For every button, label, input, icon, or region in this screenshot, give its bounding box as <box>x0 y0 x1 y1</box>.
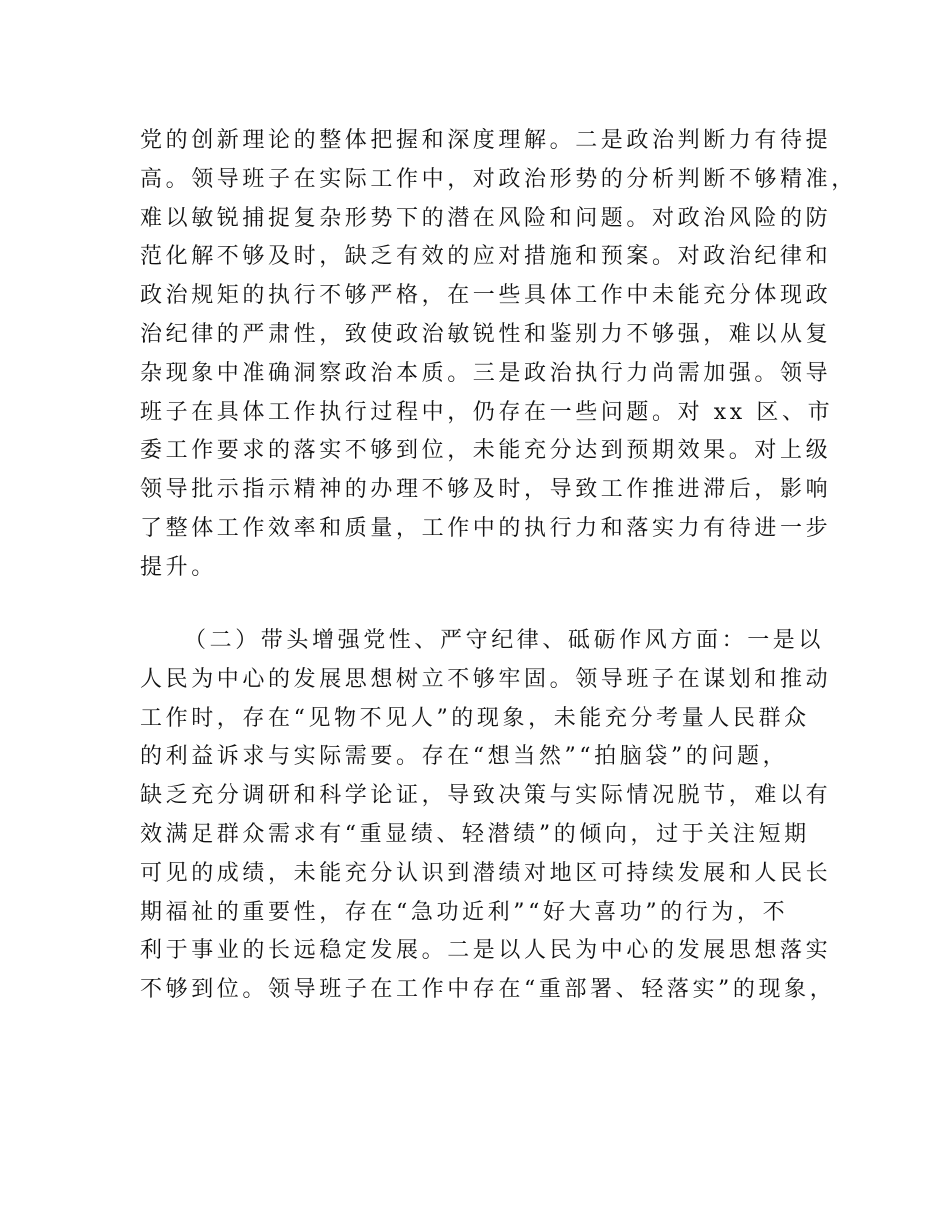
paragraph-line: 领导批示指示精神的办理不够及时，导致工作推进滞后，影响 <box>140 477 832 503</box>
paragraph-line: 范化解不够及时，缺乏有效的应对措施和预案。对政治纪律和 <box>140 244 832 270</box>
paragraph-line: 可见的成绩，未能充分认识到潜绩对地区可持续发展和人民长 <box>140 860 832 886</box>
paragraph-line: 人民为中心的发展思想树立不够牢固。领导班子在谋划和推动 <box>140 666 832 692</box>
paragraph-line: 期福祉的重要性，存在“急功近利”“好大喜功”的行为，不 <box>140 899 789 925</box>
paragraph-line: 政治规矩的执行不够严格，在一些具体工作中未能充分体现政 <box>140 283 832 309</box>
paragraph-line: 委工作要求的落实不够到位，未能充分达到预期效果。对上级 <box>140 438 832 464</box>
paragraph-line: 效满足群众需求有“重显绩、轻潜绩”的倾向，过于关注短期 <box>140 821 810 847</box>
paragraph-line: 利于事业的长远稳定发展。二是以人民为中心的发展思想落实 <box>140 938 832 964</box>
paragraph-2 <box>140 622 836 1010</box>
paragraph-line: 杂现象中准确洞察政治本质。三是政治执行力尚需加强。领导 <box>140 360 832 386</box>
paragraph-line: 工作时，存在“见物不见人”的现象，未能充分考量人民群众 <box>140 705 810 731</box>
paragraph-line: 班子在具体工作执行过程中，仍存在一些问题。对 xx 区、市 <box>140 399 834 425</box>
paragraph-line: 缺乏充分调研和科学论证，导致决策与实际情况脱节，难以有 <box>140 783 832 809</box>
paragraph-line: 难以敏锐捕捉复杂形势下的潜在风险和问题。对政治风险的防 <box>140 205 832 231</box>
paragraph-line: 治纪律的严肃性，致使政治敏锐性和鉴别力不够强，难以从复 <box>140 321 832 347</box>
paragraph-line: 党的创新理论的整体把握和深度理解。二是政治判断力有待提 <box>140 128 832 153</box>
paragraph-line: 不够到位。领导班子在工作中存在“重部署、轻落实”的现象， <box>140 977 836 1003</box>
paragraph-line: 的利益诉求与实际需要。存在“想当然”“拍脑袋”的问题， <box>140 744 789 770</box>
paragraph-1 <box>140 122 857 588</box>
paragraph-heading-line: （二）带头增强党性、严守纪律、砥砺作风方面：一是以 <box>184 628 825 653</box>
paragraph-line: 高。领导班子在实际工作中，对政治形势的分析判断不够精准， <box>140 166 857 192</box>
paragraph-line: 了整体工作效率和质量，工作中的执行力和落实力有待进一步 <box>140 515 832 541</box>
paragraph-line: 提升。 <box>140 554 217 580</box>
